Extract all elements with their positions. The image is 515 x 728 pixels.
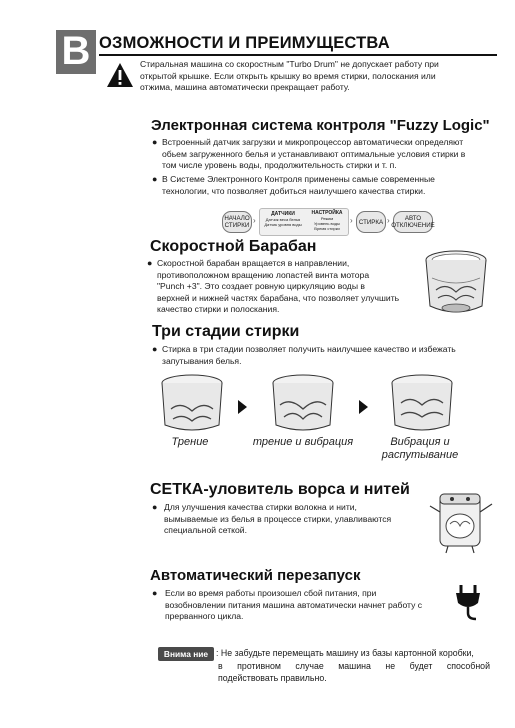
text-line: Для улучшения качества стирки волокна и нити, [164,502,357,512]
restart-title: Автоматический перезапуск [150,567,361,584]
caption-untangle: распутывание [381,449,459,461]
text-line: верхней и нижней частях барабана, что позволяет улучшить [157,292,400,303]
flow-sensors [262,212,304,227]
page-title: ОЗМОЖНОСТИ И ПРЕИМУЩЕСТВА [99,34,390,52]
bullet-icon: ● [152,588,158,598]
text-line: "Punch +3". Это создает ровную циркуляцию воды в [157,281,365,292]
stage-vibration-untangle-illustration [387,373,457,435]
stage-friction-vibration-illustration [268,373,338,435]
warning-line: открытой крышке. Если открыть крышку во время стирки, полоскания или [140,70,436,81]
flow-auto-off [393,211,433,233]
flow-label: НАЧАЛО [224,215,250,222]
arrow-right-icon: › [387,216,390,225]
title-underline [99,54,497,56]
flow-label: Датчик уровня воды [264,222,302,227]
drum-title: Скоростной Барабан [150,238,317,255]
header-letter: В [61,29,91,73]
flow-label: Режим [320,216,334,221]
text-line: Если во время работы произошел сбой питания, при [165,588,377,598]
stage-friction-illustration [157,373,227,435]
drum-bullet [147,258,422,316]
text-line: технологии, что позволяет добиться наилучшего качества стирки. [162,185,426,196]
flow-label: НАСТРОЙКА [311,210,343,216]
flow-setup [306,211,348,231]
warning-line: отжима, машина автоматически прекращает работу. [140,82,350,93]
text-line: Встроенный датчик загрузки и микропроцессор автоматически определяют [162,137,464,147]
fuzzy-bullet-1 [152,137,497,172]
flow-label: СТИРКА [358,218,384,226]
text-line: Стирка в три стадии позволяет получить наилучшее качество и избежать [162,344,456,354]
text-line: том числе уровень воды, продолжительность стирки и т. п. [162,160,397,171]
flow-sensors-setup [259,208,349,236]
caption-friction: Трение [171,436,209,448]
fuzzy-bullet-2 [152,174,497,197]
bullet-icon: ● [152,502,158,512]
text-line: подействовать правильно. [218,673,327,683]
warning-icon [106,62,134,88]
text-line: Скоростной барабан вращается в направлении, [157,258,350,268]
bullet-icon: ● [152,174,158,184]
text-line: возобновлении питания машина автоматически начнет работу с [165,599,423,610]
text-line: специальной сеткой. [164,525,247,536]
warning-text [140,59,500,94]
fuzzy-title: Электронная система контроля "Fuzzy Logic" [151,117,490,134]
bullet-icon: ● [152,344,158,354]
text-line: В Системе Электронного Контроля применены самые современные [162,174,435,184]
bullet-icon: ● [147,258,153,268]
fuzzy-flow-diagram [222,205,435,239]
attention-badge: Внима ние [158,647,214,661]
flow-start [222,211,252,233]
caption-friction-vibration: трение и вибрация [252,436,354,448]
text-line: обьем загруженного белья и устанавливают оптимальные условия стирки в [162,148,466,159]
arrow-right-icon [359,400,368,414]
flow-label: ОТКЛЮЧЕНИЕ [391,222,435,229]
text-line: противоположном вращению лопастей винта мотора [157,269,370,280]
bullet-icon: ● [152,137,158,147]
text-line: вымываемые из белья в процессе стирки, улавливаются [164,513,392,524]
text-line: в противном случае машина не будет способной [218,660,490,671]
flow-label: ДАТЧИКИ [271,211,295,217]
lint-filter-illustration [428,484,494,554]
text-line: качество стирки и полоскания. [157,304,280,315]
stages-bullet [152,344,497,367]
restart-bullet [152,588,452,623]
filter-bullet [152,502,427,537]
warning-line: Стиральная машина со скоростным "Turbo Drum" не допускает работу при [140,59,439,69]
flow-label: Датчик веса белья [265,217,301,222]
text-line: запутывания белья. [162,355,242,366]
flow-label: СТИРКИ [224,222,250,229]
arrow-right-icon: › [350,216,353,225]
caption-vibration: Вибрация и [390,436,450,448]
arrow-right-icon [238,400,247,414]
flow-label: АВТО [404,215,422,222]
flow-label: Уровень воды [314,221,340,226]
text-line: : Не забудьте перемещать машину из базы картонной коробки, [216,648,474,658]
stages-title: Три стадии стирки [152,323,300,340]
power-plug-icon [452,583,484,623]
attention-text [216,647,490,685]
turbo-drum-illustration [418,248,494,318]
text-line: прерванного цикла. [165,611,244,622]
flow-wash [356,211,386,233]
arrow-right-icon: › [253,216,256,225]
filter-title: СЕТКА-уловитель ворса и нитей [150,481,410,498]
flow-label: Время стирки [314,226,340,231]
